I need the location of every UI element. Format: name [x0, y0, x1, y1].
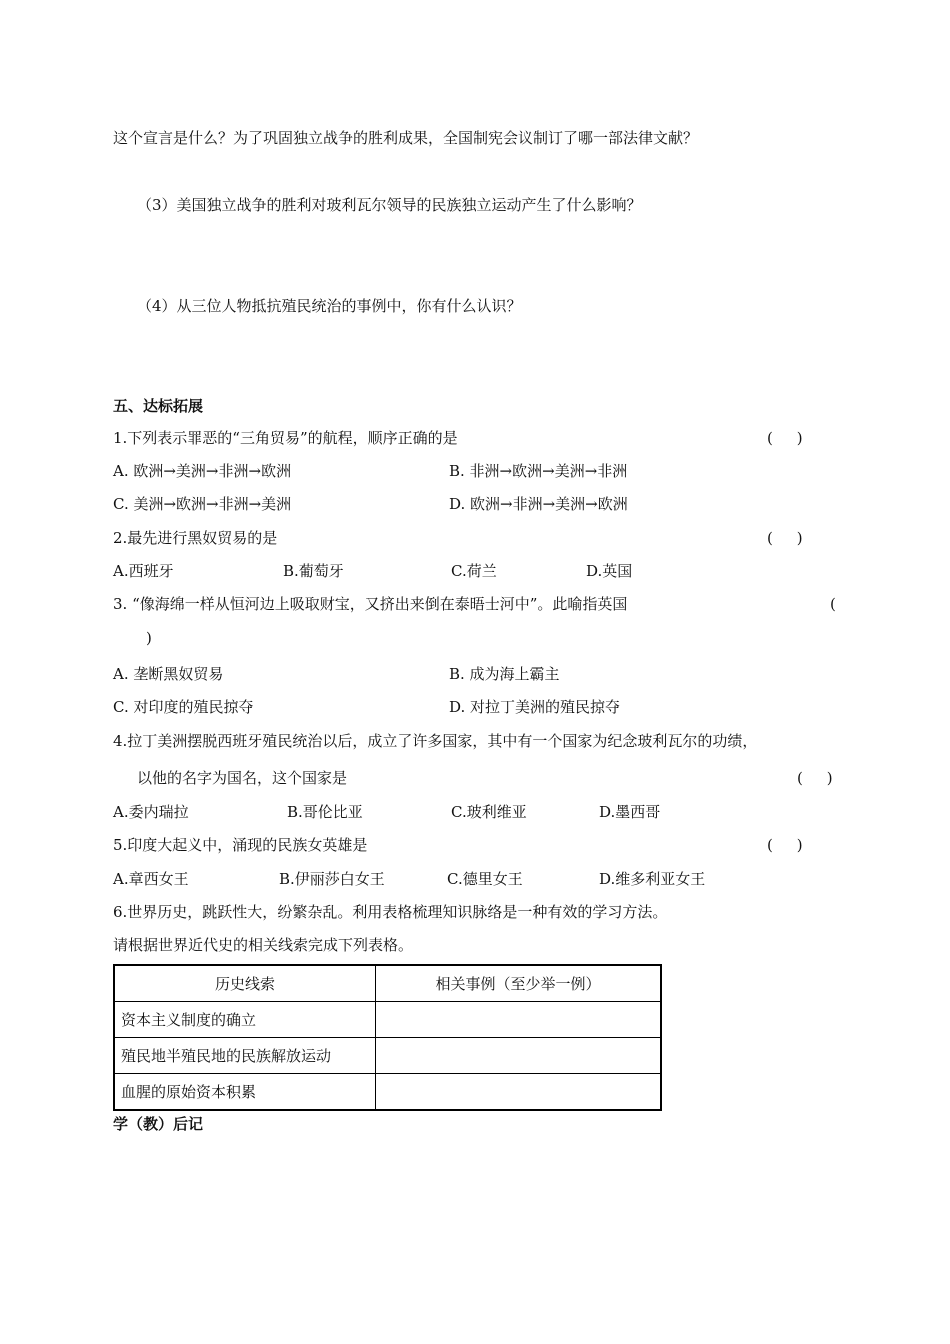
- question-3: （3）美国独立战争的胜利对玻利瓦尔领导的民族独立运动产生了什么影响？: [137, 196, 642, 214]
- table-cell-answer[interactable]: [376, 1002, 662, 1038]
- q1-option-d: D. 欧洲→非洲→美洲→欧洲: [449, 495, 628, 513]
- question-4: （4）从三位人物抵抗殖民统治的事例中，你有什么认识？: [137, 297, 522, 315]
- table-cell-clue: 殖民地半殖民地的民族解放运动: [114, 1038, 376, 1074]
- q2-option-d: D.英国: [586, 562, 633, 580]
- q3-option-d: D. 对拉丁美洲的殖民掠夺: [449, 698, 621, 716]
- table-row: [114, 1038, 661, 1074]
- table-header-clue: 历史线索: [114, 965, 376, 1002]
- table-row: [114, 1074, 661, 1111]
- table-header-examples: 相关事例（至少举一例）: [376, 965, 662, 1002]
- q1-answer-blank: ( ): [767, 429, 803, 447]
- q2-option-b: B.葡萄牙: [283, 562, 344, 580]
- table-cell-clue: 资本主义制度的确立: [114, 1002, 376, 1038]
- q4-option-c: C.玻利维亚: [451, 803, 527, 821]
- q3-option-a: A. 垄断黑奴贸易: [113, 665, 224, 683]
- q4-option-b: B.哥伦比亚: [287, 803, 363, 821]
- q3-option-b: B. 成为海上霸主: [449, 665, 560, 683]
- q5-option-b: B.伊丽莎白女王: [279, 870, 385, 888]
- table-cell-answer[interactable]: [376, 1074, 662, 1111]
- q2-answer-blank: ( ): [767, 529, 803, 547]
- q4-stem-line1: 4.拉丁美洲摆脱西班牙殖民统治以后，成立了许多国家，其中有一个国家为纪念玻利瓦尔的功绩，: [113, 732, 758, 750]
- q5-option-c: C.德里女王: [447, 870, 523, 888]
- q2-option-c: C.荷兰: [451, 562, 497, 580]
- afterword-heading: 学（教）后记: [113, 1115, 204, 1133]
- q5-option-a: A.章西女王: [113, 870, 189, 888]
- q4-option-a: A.委内瑞拉: [113, 803, 189, 821]
- q4-stem-line2: 以他的名字为国名，这个国家是: [137, 769, 348, 787]
- q6-stem-line1: 6.世界历史，跳跃性大，纷繁杂乱。利用表格梳理知识脉络是一种有效的学习方法。: [113, 903, 668, 921]
- q5-answer-blank: ( ): [767, 836, 803, 854]
- table-row: [114, 1002, 661, 1038]
- section-heading: 五、达标拓展: [113, 397, 204, 415]
- table-cell-clue: 血腥的原始资本积累: [114, 1074, 376, 1111]
- table-header-row: [114, 965, 661, 1002]
- q5-stem: 5.印度大起义中，涌现的民族女英雄是: [113, 836, 368, 854]
- q2-option-a: A.西班牙: [113, 562, 174, 580]
- q1-option-c: C. 美洲→欧洲→非洲→美洲: [113, 495, 292, 513]
- q4-answer-blank: ( ): [797, 769, 833, 787]
- q3-stem: 3. “像海绵一样从恒河边上吸取财宝，又挤出来倒在泰晤士河中”。此喻指英国: [113, 595, 628, 613]
- q6-stem-line2: 请根据世界近代史的相关线索完成下列表格。: [113, 936, 414, 954]
- q2-stem: 2.最先进行黑奴贸易的是: [113, 529, 278, 547]
- q1-stem: 1.下列表示罪恶的“三角贸易”的航程，顺序正确的是: [113, 429, 458, 447]
- q1-option-b: B. 非洲→欧洲→美洲→非洲: [449, 462, 628, 480]
- table-cell-answer[interactable]: [376, 1038, 662, 1074]
- history-clue-table: [113, 964, 662, 1111]
- q3-paren-close: ): [146, 629, 152, 647]
- q3-option-c: C. 对印度的殖民掠夺: [113, 698, 254, 716]
- q5-option-d: D.维多利亚女王: [599, 870, 706, 888]
- question-2-tail: 这个宣言是什么？为了巩固独立战争的胜利成果，全国制宪会议制订了哪一部法律文献？: [113, 129, 699, 147]
- q1-option-a: A. 欧洲→美洲→非洲→欧洲: [113, 462, 292, 480]
- q3-paren-open: (: [830, 595, 836, 613]
- q4-option-d: D.墨西哥: [599, 803, 661, 821]
